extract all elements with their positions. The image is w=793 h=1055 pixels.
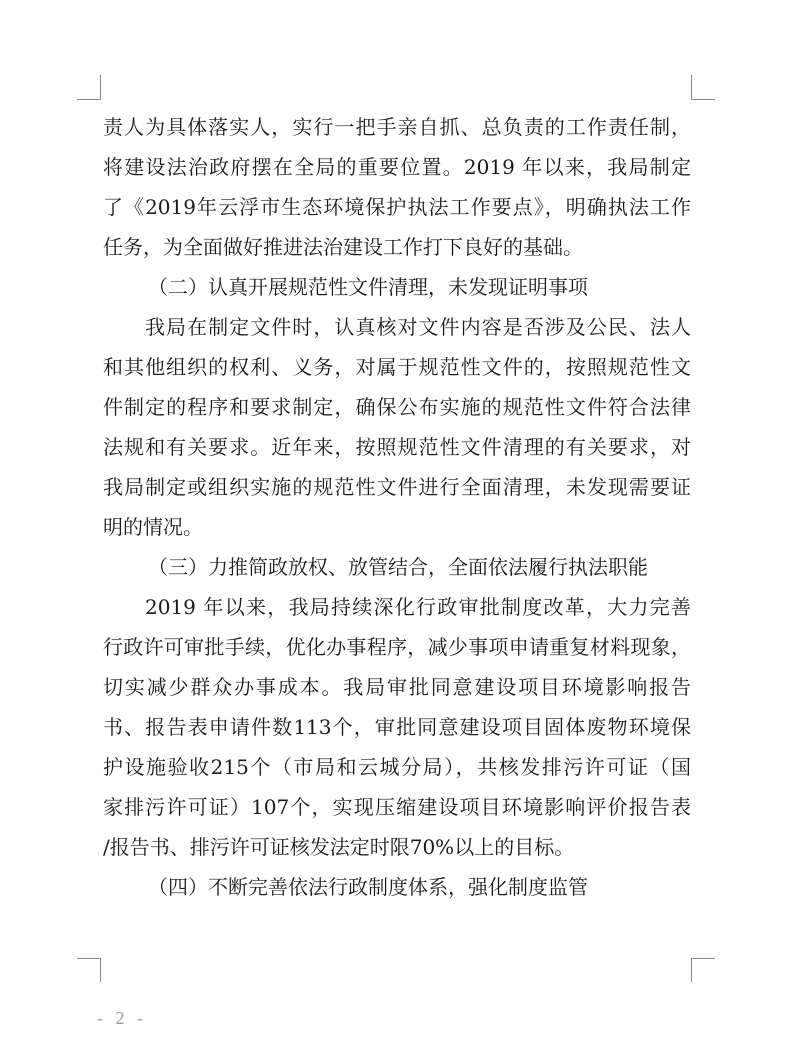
text-line: 了《2019年云浮市生态环境保护执法工作要点》，明确执法工作 [103,195,691,219]
text-line: 将建设法治政府摆在全局的重要位置。2019 年以来，我局制定 [103,155,691,179]
text-line: 法规和有关要求。近年来，按照规范性文件清理的有关要求，对 [103,435,691,459]
text-line: 书、报告表申请件数113个，审批同意建设项目固体废物环境保 [103,715,691,739]
corner-mark-bottom-right-v [691,958,692,982]
text-line: 护设施验收215个（市局和云城分局），共核发排污许可证（国 [103,755,691,779]
corner-mark-bottom-left-h [77,958,101,959]
text-line: 明的情况。 [103,515,203,539]
text-line: 我局在制定文件时，认真核对文件内容是否涉及公民、法人 [145,315,691,339]
corner-mark-top-left-v [100,75,101,100]
text-line: 家排污许可证）107个，实现压缩建设项目环境影响评价报告表 [103,795,691,819]
text-line: 2019 年以来，我局持续深化行政审批制度改革，大力完善 [145,595,691,619]
corner-mark-bottom-right-h [691,958,715,959]
corner-mark-top-right-h [691,99,715,100]
text-line: 任务，为全面做好推进法治建设工作打下良好的基础。 [103,235,583,259]
text-line: 我局制定或组织实施的规范性文件进行全面清理，未发现需要证 [103,475,691,499]
text-line: 行政许可审批手续，优化办事程序，减少事项申请重复材料现象， [103,635,691,659]
text-line: 责人为具体落实人，实行一把手亲自抓、总负责的工作责任制， [103,115,691,139]
section-heading-2: （二）认真开展规范性文件清理，未发现证明事项 [148,275,588,299]
text-line: 件制定的程序和要求制定，确保公布实施的规范性文件符合法律 [103,395,691,419]
corner-mark-top-right-v [691,75,692,100]
section-heading-4: （四）不断完善依法行政制度体系，强化制度监管 [148,875,588,899]
text-line: 切实减少群众办事成本。我局审批同意建设项目环境影响报告 [103,675,691,699]
text-line: /报告书、排污许可证核发法定时限70%以上的目标。 [103,835,575,859]
corner-mark-bottom-left-v [100,958,101,982]
corner-mark-top-left-h [77,99,101,100]
text-line: 和其他组织的权利、义务，对属于规范性文件的，按照规范性文 [103,355,691,379]
page-number: - 2 - [97,1008,147,1028]
section-heading-3: （三）力推简政放权、放管结合，全面依法履行执法职能 [148,555,648,579]
